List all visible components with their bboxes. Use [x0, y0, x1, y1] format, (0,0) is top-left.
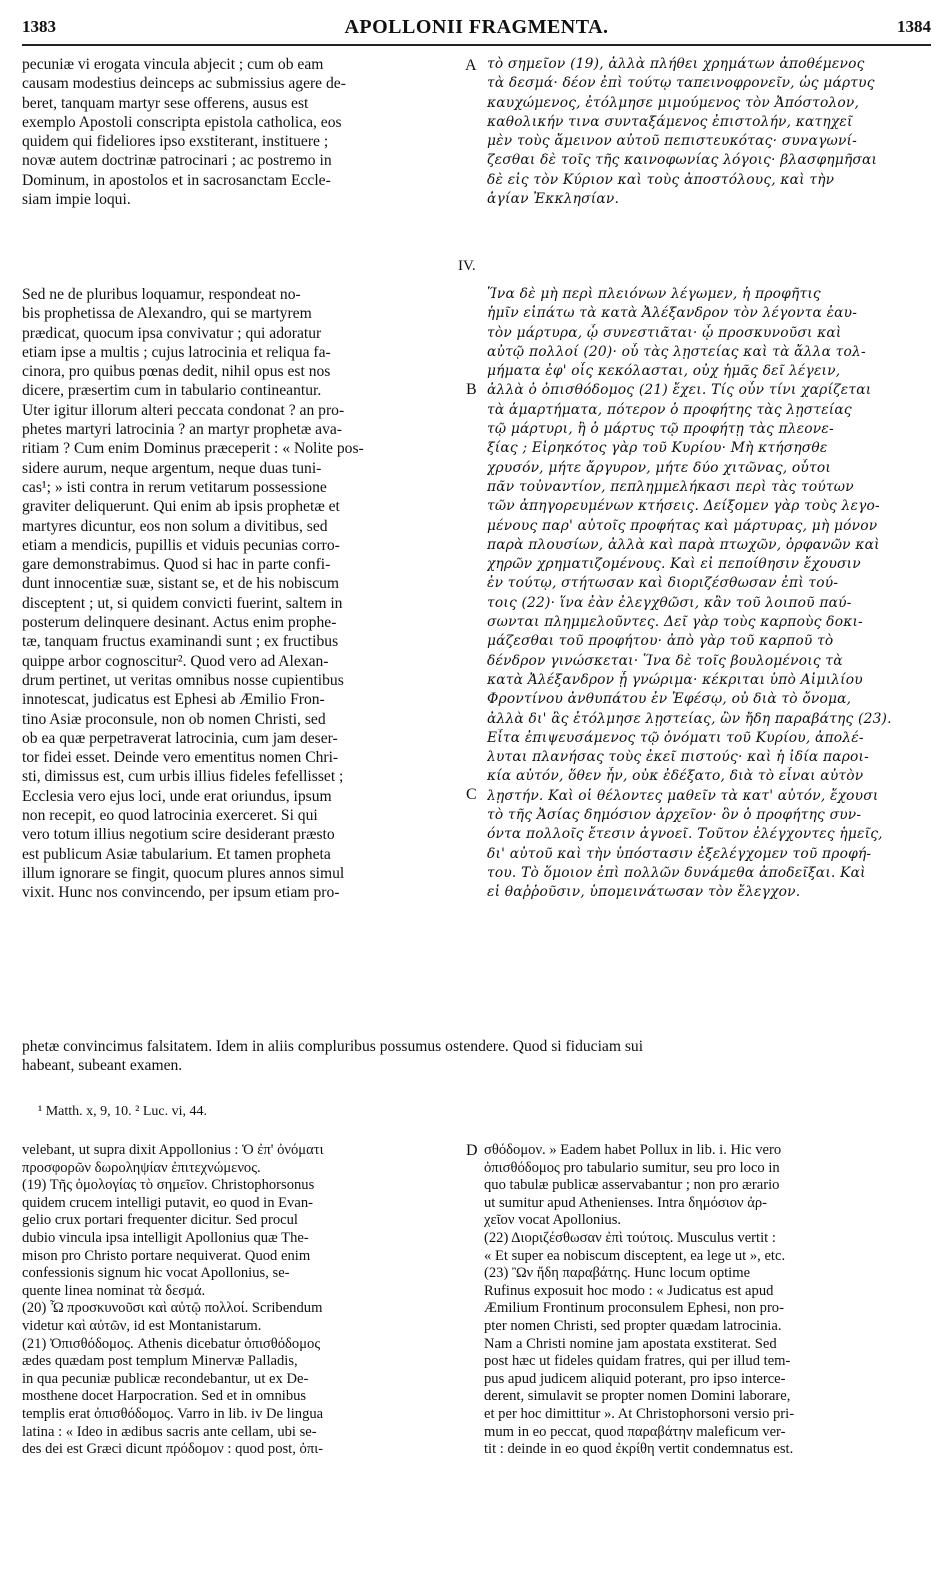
margin-marker-c: C	[466, 786, 477, 803]
note-line: (19) Τῆς ὁμολογίας τὸ σημεῖον. Christophorsonus	[22, 1177, 315, 1194]
note-line: χεῖον vocat Apollonius.	[484, 1212, 622, 1229]
note-line: et per hoc dimittitur ». At Christophorsoni versio pri-	[484, 1405, 795, 1422]
latin-line: innotescat, judicatus est Ephesi ab Æmilio Fron-	[22, 691, 325, 709]
greek-line: ξίας ; Εἰρηκότος γὰρ τοῦ Κυρίου· Μὴ κτήσησθε	[487, 440, 828, 457]
greek-line: μένους παρ' αὐτοῖς προφήτας καὶ μάρτυρας, μὴ μόνον	[487, 517, 878, 534]
greek-line: Εἶτα ἐπιψευσάμενος τῷ ὀνόματι τοῦ Κυρίου, ἀπολέ-	[487, 729, 864, 746]
latin-line: prædicat, quocum ipsa convivatur ; qui adoratur	[22, 324, 322, 342]
note-line: mum in eo peccat, quod παραβάτην maleficum ver-	[484, 1423, 786, 1440]
latin-line: bis prophetissa de Alexandro, qui se martyrem	[22, 305, 312, 323]
greek-line: τῶν ἀπηγορευμένων κτήσεις. Δείξομεν γὰρ τοὺς λεγο-	[487, 498, 880, 515]
latin-line: illum ignorare se fingit, quocum plures annos simul	[22, 864, 345, 882]
note-line: quente linea nominat τὰ δεσμά.	[22, 1282, 206, 1299]
latin-line: Ecclesia vero ejus loci, unde erat oriundus, ipsum	[22, 787, 332, 805]
latin-top-block	[22, 55, 462, 209]
latin-line: causam modestius deinceps ac submissius agere de-	[22, 75, 346, 93]
greek-top-block	[487, 55, 931, 209]
right-page-number: 1384	[897, 17, 931, 36]
greek-line: τὰ δεσμά· δέον ἐπὶ τούτῳ ταπεινοφρονεῖν, ὡς μάρτυς	[487, 75, 875, 92]
note-line: confessionis signum hic vocat Apollonius, se-	[22, 1265, 290, 1282]
note-line: derent, simulavit se propter nomen Domini laborare,	[484, 1388, 791, 1405]
latin-line: etiam ipse a multis ; cujus latrocinia et reliqua fa-	[22, 343, 331, 361]
note-line: προσφορῶν δωροληψίαν ἐπιτεχνώμενος.	[22, 1159, 261, 1176]
latin-line: novæ autem doctrinæ patrocinari ; ac postremo in	[22, 152, 332, 170]
note-line: ut sumitur apud Athenienses. Intra δημόσιον ἀρ-	[484, 1194, 768, 1211]
latin-line: Sed ne de pluribus loquamur, respondeat no-	[22, 286, 301, 303]
greek-line: παρὰ πλουσίων, ἀλλὰ καὶ παρὰ πτωχῶν, ὀρφανῶν καὶ	[487, 536, 880, 553]
latin-line: disceptent ; ut, si quidem convicti fuerint, saltem in	[22, 594, 343, 612]
greek-line: δὲ εἰς τὸν Κύριον καὶ τοὺς ἀποστόλους, καὶ τὴν	[487, 171, 835, 188]
note-line: (23) Ὢν ἤδη παραβάτης. Hunc locum optime	[484, 1265, 751, 1282]
greek-line: Φροντίνου ἀνθυπάτου ἐν Ἐφέσῳ, οὐ διὰ τὸ ὄνομα,	[487, 691, 852, 708]
greek-line: πᾶν τοὐναντίον, πεπλημμελήκασι περὶ τὰς τούτων	[487, 478, 854, 495]
note-line: velebant, ut supra dixit Appollonius : Ὁ ἐπ' ὀνόματι	[22, 1142, 324, 1158]
greek-line: τὰ ἁμαρτήματα, πότερον ὁ προφήτης τὰς λῃστείας	[487, 401, 852, 418]
note-line: gelio crux portari frequenter dicitur. Sed procul	[22, 1212, 298, 1229]
latin-line: drum pertinet, ut veritas omnibus nosse cupientibus	[22, 671, 344, 689]
greek-line: καυχώμενος, ἐτόλμησε μιμούμενος τὸν Ἀπόστολον,	[487, 94, 860, 111]
greek-line: μὲν τοὺς ἄμεινον αὐτοῦ πεπιστευκότας· συναγωνί-	[487, 133, 858, 150]
latin-line: Uter igitur illorum alteri peccata condonat ? an pro-	[22, 401, 345, 419]
latin-line: cas¹; » isti contra in rerum vetitarum possessione	[22, 478, 327, 496]
notes-left-column	[22, 1142, 462, 1459]
latin-line: tæ, tanquam fructus examinandi sunt ; ex fructibus	[22, 633, 339, 651]
latin-line: phetæ convincimus falsitatem. Idem in aliis compluribus possumus ostendere. Quod si fiduciam sui	[22, 1038, 644, 1055]
greek-line: ζεσθαι δὲ τοῖς τῆς καινοφωνίας λόγοις· βλασφημῆσαι	[487, 152, 878, 169]
latin-line: est publicum Asiæ tabularium. Et tamen propheta	[22, 845, 331, 863]
greek-line: κατὰ Ἀλέξανδρον ᾖ γνώριμα· κέκριται ὑπὸ Αἰμιλίου	[487, 671, 863, 688]
note-line: mison pro Christo portare nequiverat. Quod enim	[22, 1247, 311, 1264]
margin-marker-a: A	[465, 57, 477, 74]
latin-line: ob ea quæ perpetraverat latrocinia, cum jam deser-	[22, 729, 338, 747]
note-line: (22) Διοριζέσθωσαν ἐπὶ τούτοις. Musculus vertit :	[484, 1229, 776, 1246]
greek-line: μήματα ἐφ' οἷς κεκόλασται, οὐχ ἡμᾶς δεῖ λέγειν,	[487, 363, 841, 380]
notes-right-column	[484, 1142, 930, 1459]
latin-line: quidem qui fideliores ipso exstiterant, instituere ;	[22, 133, 329, 151]
greek-line: ἁγίαν Ἐκκλησίαν.	[487, 191, 620, 208]
greek-line: δένδρον γινώσκεται· Ἵνα δὲ τοῖς βουλομένοις τὰ	[487, 652, 843, 669]
latin-line: exemplo Apostoli conscripta epistola catholica, eos	[22, 113, 342, 131]
note-line: dubio vincula ipsa intelligit Apollonius quæ The-	[22, 1229, 309, 1246]
note-line: tit : deinde in eo quod ἐκρίθη vertit condemnatus est.	[484, 1441, 794, 1458]
greek-line: ἀλλὰ δι' ἃς ἐτόλμησε λῃστείας, ὢν ἤδη παραβάτης (23).	[487, 710, 892, 727]
note-line: des dei est Græci dicunt πρόδομον : quod post, ὀπι-	[22, 1441, 323, 1458]
note-line: ædes quædam post templum Minervæ Palladis,	[22, 1353, 298, 1370]
greek-line: ἀλλὰ ὁ ὀπισθόδομος (21) ἔχει. Τίς οὖν τίνι χαρίζεται	[487, 382, 872, 399]
note-line: latina : « Ideo in ædibus sacris ante cellam, ubi se-	[22, 1423, 317, 1440]
greek-line: λῃστήν. Καὶ οἱ θέλοντες μαθεῖν τὰ κατ' αὐτόν, ἔχουσι	[487, 787, 879, 804]
note-line: Æmilium Frontinum proconsulem Ephesi, non pro-	[484, 1300, 784, 1317]
latin-line: dicere, præsertim cum in tabulario contineantur.	[22, 382, 322, 400]
note-line: pus apud judicem aliquid poterant, pro ipso interce-	[484, 1370, 786, 1387]
note-line: in qua pecuniæ publicæ recondebantur, ut ex De-	[22, 1370, 309, 1387]
note-line: mosthene docet Harpocration. Sed et in omnibus	[22, 1388, 307, 1405]
note-line: quidem crucem intelligi putavit, eo quod in Evan-	[22, 1194, 313, 1211]
note-line: « Et super ea nobiscum disceptent, ea lege ut », etc.	[484, 1247, 786, 1264]
latin-line: etiam a mendicis, pupillis et viduis pecunias corro-	[22, 536, 340, 554]
note-line: videtur καὶ αὐτῶν, id est Montanistarum.	[22, 1317, 262, 1334]
latin-main-block	[22, 285, 462, 903]
greek-line: δι' αὐτοῦ καὶ τὴν ὑπόστασιν ἐξελέγχομεν τοῦ προφή-	[487, 845, 872, 862]
latin-line: non recepit, eo quod latrocinia exerceret. Si qui	[22, 807, 318, 825]
latin-line: vero totum illius negotium scire desiderant præsto	[22, 826, 335, 844]
latin-line: sti, dimissus est, cum urbis illius fideles fefellisset ;	[22, 768, 344, 786]
latin-line: dunt innocentiæ suæ, sistant se, et de his nobiscum	[22, 575, 340, 593]
latin-line: tor fidei esset. Deinde vero ementitus nomen Chri-	[22, 749, 339, 767]
latin-line: vixit. Hunc nos convincendo, per ipsum etiam pro-	[22, 884, 340, 902]
greek-line: τὸ σημεῖον (19), ἀλλὰ πλήθει χρημάτων ἀποθέμενος	[487, 56, 865, 72]
latin-line: posterum delinquere desinant. Actus enim prophe-	[22, 614, 337, 632]
greek-main-block	[487, 285, 931, 903]
latin-line: siam impie loqui.	[22, 191, 131, 209]
latin-line: phetes martyri latrocinia ? an martyr prophetæ ava-	[22, 421, 342, 439]
latin-line: habeant, subeant examen.	[22, 1057, 183, 1075]
page-header	[22, 10, 931, 44]
note-line: σθόδομον. » Eadem habet Pollux in lib. i. Hic vero	[484, 1142, 782, 1158]
latin-line: sidere aurum, neque argentum, neque duas tuni-	[22, 459, 322, 477]
greek-line: σωνται πλημμελοῦντες. Δεῖ γὰρ τοὺς καρποὺς δοκι-	[487, 614, 863, 631]
greek-line: λυται πλανήσας τοὺς ἐκεῖ πιστούς· καὶ ἡ ἰδία παροι-	[487, 749, 870, 766]
greek-line: καθολικήν τινα συνταξάμενος ἐπιστολήν, κατηχεῖ	[487, 113, 853, 130]
greek-line: ἐν τούτῳ, στήτωσαν καὶ διοριζέσθωσαν ἐπὶ τού-	[487, 575, 839, 592]
latin-line: tino Asiæ proconsule, non ob nomen Christi, sed	[22, 710, 326, 728]
greek-line: χρυσόν, μήτε ἄργυρον, μήτε δύο χιτῶνας, οὗτοι	[487, 459, 831, 476]
margin-marker-b: B	[466, 381, 477, 398]
latin-line: gare demonstrabimus. Quod si hac in parte confi-	[22, 556, 331, 574]
greek-line: τῷ μάρτυρι, ἢ ὁ μάρτυς τῷ προφήτῃ τὰς πλεονε-	[487, 421, 834, 438]
note-line: ὀπισθόδομος pro tabulario sumitur, seu pro loco in	[484, 1159, 780, 1176]
greek-line: Ἵνα δὲ μὴ περὶ πλειόνων λέγωμεν, ἡ προφῆτις	[487, 286, 821, 302]
left-page-number: 1383	[22, 17, 56, 36]
latin-line: beret, tanquam martyr sese offerens, ausus est	[22, 94, 309, 112]
note-line: pter nomen Christi, sed propter quædam latrocinia.	[484, 1317, 782, 1334]
note-line: quo tabulæ publicæ asservabantur ; non pro ærario	[484, 1177, 780, 1194]
footnotes: ¹ Matth. x, 9, 10. ² Luc. vi, 44.	[38, 1104, 207, 1119]
header-rule	[22, 44, 931, 46]
greek-line: του. Τὸ ὅμοιον ἐπὶ πολλῶν δυνάμεθα ἀποδεῖξαι. Καὶ	[487, 864, 866, 881]
greek-line: κία αὐτόν, ὅθεν ἦν, οὐκ ἐδέξατο, διὰ τὸ εἶναι αὐτὸν	[487, 768, 864, 785]
latin-line: martyres dicuntur, eos non solum a divitibus, sed	[22, 517, 328, 535]
latin-line: quippe arbor cognoscitur². Quod vero ad Alexan-	[22, 652, 329, 670]
note-line: (20) Ὧ προσκυνοῦσι καὶ αὐτῷ πολλοί. Scribendum	[22, 1300, 323, 1317]
margin-marker-d: D	[466, 1142, 478, 1159]
latin-full-width	[22, 1037, 932, 1076]
note-line: (21) Ὀπισθόδομος. Athenis dicebatur ὀπισθόδομος	[22, 1335, 321, 1352]
greek-line: χηρῶν χρηματιζομένους. Καὶ εἰ πεποίθησιν ἔχουσιν	[487, 556, 861, 573]
running-title: APOLLONII FRAGMENTA.	[344, 15, 609, 38]
latin-line: Dominum, in apostolos et in sacrosanctam Eccle-	[22, 171, 331, 189]
greek-line: τοις (22)· ἵνα ἐὰν ἐλεγχθῶσι, κἂν τοῦ λοιποῦ παύ-	[487, 594, 852, 611]
note-line: Rufinus exposuit hoc modo : « Judicatus est apud	[484, 1282, 774, 1299]
note-line: post hæc ut fideles quidam fratres, qui per illud tem-	[484, 1353, 791, 1370]
greek-line: μάζεσθαι τοῦ προφήτου· ἀπὸ γὰρ τοῦ καρποῦ τὸ	[487, 633, 834, 650]
greek-line: εἰ θαῤῥοῦσιν, ὑπομεινάτωσαν τὸν ἔλεγχον.	[487, 884, 801, 901]
greek-line: τὸν μάρτυρα, ᾧ συνεστιᾶται· ᾧ προσκυνοῦσι καὶ	[487, 324, 842, 341]
greek-line: τὸ τῆς Ἀσίας δημόσιον ἀρχεῖον· ὃν ὁ προφήτης συν-	[487, 807, 862, 824]
section-number: IV.	[458, 258, 476, 274]
note-line: Nam a Christi nomine jam apostata exstiterat. Sed	[484, 1335, 777, 1352]
latin-line: cinora, pro quibus pœnas dedit, nihil opus est nos	[22, 363, 331, 381]
greek-line: ἡμῖν εἰπάτω τὰ κατὰ Ἀλέξανδρον τὸν λέγοντα ἑαυ-	[487, 305, 858, 322]
latin-line: graviter deliquerunt. Qui enim ab ipsis prophetæ et	[22, 498, 340, 516]
note-line: templis erat ὀπισθόδομος. Varro in lib. iv De lingua	[22, 1405, 324, 1422]
greek-line: όντα πολλοῖς ἔτεσιν ἀγνοεῖ. Τοῦτον ἐλέγχοντες ἡμεῖς,	[487, 826, 883, 843]
latin-line: ritiam ? Cum enim Dominus præceperit : « Nolite pos-	[22, 440, 364, 458]
latin-line: pecuniæ vi erogata vincula abjecit ; cum ob eam	[22, 56, 324, 73]
greek-line: αὐτῷ πολλοί (20)· οὗ τὰς λῃστείας καὶ τὰ ἄλλα τολ-	[487, 343, 866, 360]
